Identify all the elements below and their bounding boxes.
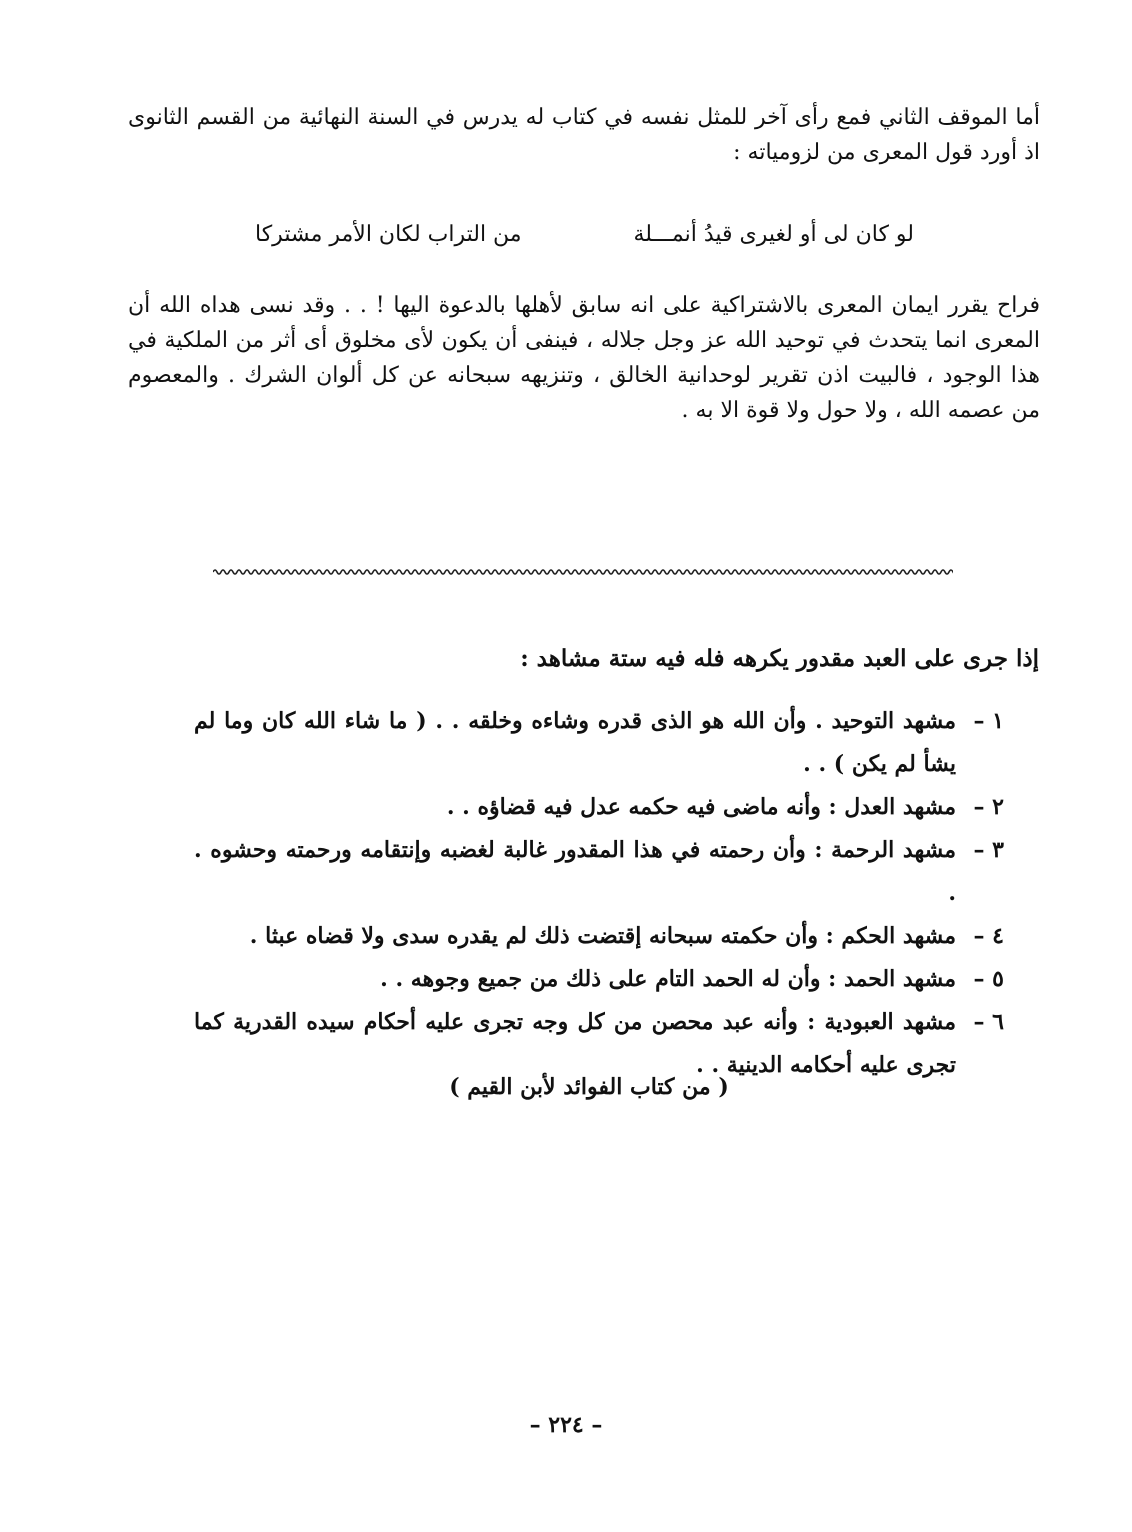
list-item xyxy=(194,915,1004,958)
source-citation: ( من كتاب الفوائد لأبن القيم ) xyxy=(449,1074,729,1100)
page-number: – ٢٢٤ – xyxy=(529,1412,603,1438)
item-number: ٦ – xyxy=(973,1009,1004,1035)
item-number: ١ – xyxy=(973,708,1004,734)
verse-second-hemistich: من التراب لكان الأمر مشتركا xyxy=(255,222,522,247)
section-heading: إذا جرى على العبد مقدور يكرهه فله فيه ستة مشاهد : xyxy=(520,645,1039,672)
item-number: ٤ – xyxy=(973,923,1004,949)
item-text: مشهد الحكم : وأن حكمته سبحانه إقتضت ذلك لم يقدره سدى ولا قضاه عبثا . xyxy=(249,923,956,949)
commentary-paragraph: فراح يقرر ايمان المعرى بالاشتراكية على انه سابق لأهلها بالدعوة اليها ! . . وقد نسى هداه الله أن المعرى انما يتحدث في توحيد الله عز وجل جلاله ، فينفى أن يكون لأى مخلوق أى أثر من الملكية في هذا الوجود ، فالبيت اذن تقرير لوحدانية الخالق ، وتنزيهه سبحانه عن كل ألوان الشرك . والمعصوم من عصمه الله ، ولا حول ولا قوة الا به . xyxy=(128,293,1040,423)
item-text: مشهد العبودية : وأنه عبد محصن من كل وجه تجرى عليه أحكام سيده القدرية كما تجرى عليه أحكامه الدينية . . xyxy=(194,1009,956,1078)
item-text: مشهد العدل : وأنه ماضى فيه حكمه عدل فيه قضاؤه . . xyxy=(446,794,956,820)
wavy-divider xyxy=(213,566,953,578)
scenes-list xyxy=(194,700,1004,1087)
item-text: مشهد الرحمة : وأن رحمته في هذا المقدور غالبة لغضبه وإنتقامه ورحمته وحشوه . . xyxy=(194,837,956,906)
list-item xyxy=(194,958,1004,1001)
list-item xyxy=(194,829,1004,915)
intro-paragraph: أما الموقف الثاني فمع رأى آخر للمثل نفسه في كتاب له يدرس في السنة النهائية من القسم الثانوى اذ أورد قول المعرى من لزومياته : xyxy=(128,105,1040,165)
list-item xyxy=(194,786,1004,829)
verse-first-hemistich: لو كان لى أو لغيرى قيدُ أنمـــلة xyxy=(633,222,914,247)
item-text: مشهد الحمد : وأن له الحمد التام على ذلك من جميع وجوهه . . xyxy=(380,966,956,992)
item-number: ٢ – xyxy=(973,794,1004,820)
item-number: ٣ – xyxy=(973,837,1004,863)
item-text: مشهد التوحيد . وأن الله هو الذى قدره وشاءه وخلقه . . ( ما شاء الله كان وما لم يشأ لم يكن ) . . xyxy=(194,708,956,777)
list-item xyxy=(194,700,1004,786)
poetry-verse xyxy=(0,222,1132,262)
item-number: ٥ – xyxy=(973,966,1004,992)
